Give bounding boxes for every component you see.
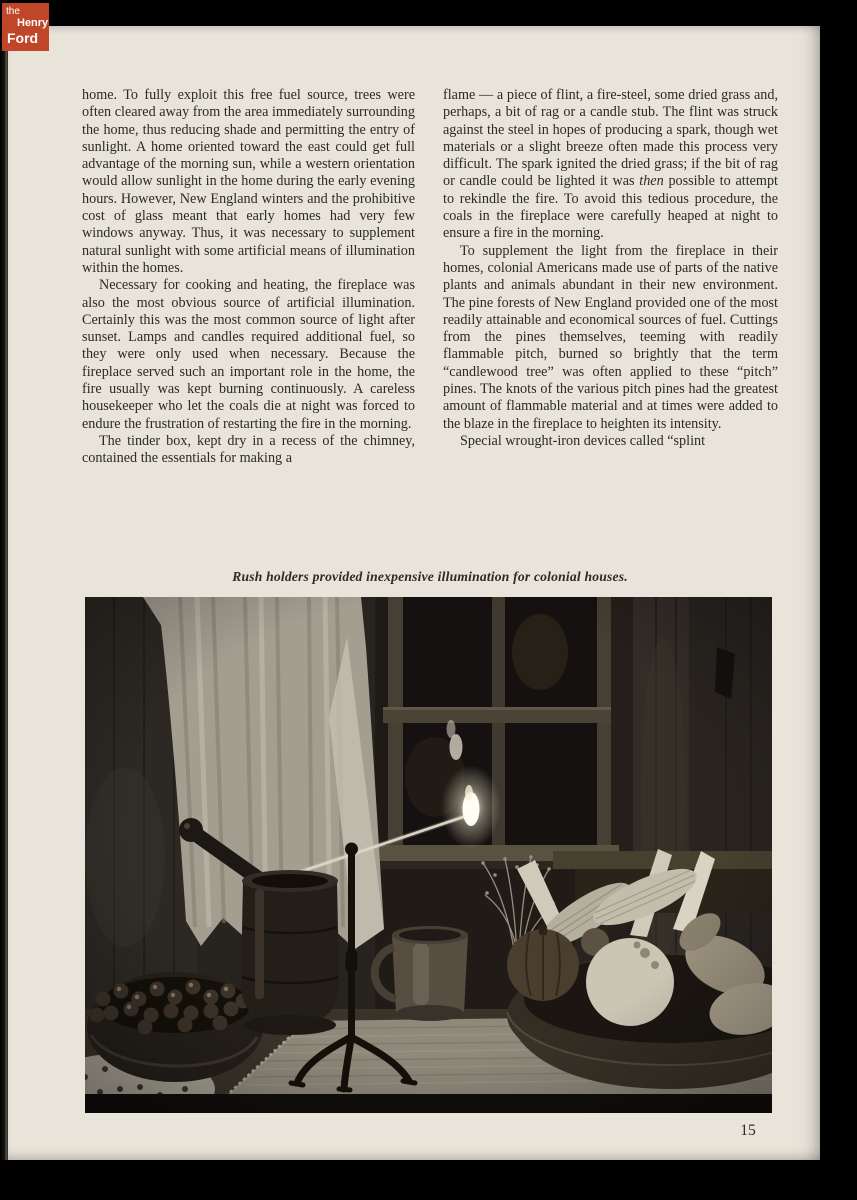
photo-vignette: [85, 597, 772, 1113]
page-number: 15: [740, 1122, 756, 1139]
article-text: [82, 87, 778, 468]
paragraph: flame — a piece of flint, a fire-steel, some dried grass and, perhaps, a bit of rag or a candle stub. The flint was struck against the steel in hopes of producing a spark, though wet materials or a slight breeze often made this process very difficult. The spark ignited the dried grass; if the bit of rag or candle could be lighted it was then possible to attempt to rekindle the fire. To avoid this tedious procedure, the coals in the fireplace were carefully heaped at night to ensure a fire in the morning.: [443, 87, 778, 242]
logo-word-henry: Henry: [17, 17, 49, 29]
photo-illustration: [85, 597, 772, 1113]
photo-caption: Rush holders provided inexpensive illumination for colonial houses.: [232, 569, 628, 584]
paragraph: To supplement the light from the fireplace in their homes, colonial Americans made use of parts of the native plants and animals abundant in their new environment. The pine forests of New England provided one of the most readily attainable and economical sources of fuel. Cuttings from the pines themselves, teeming with readily flammable pitch, burned so brightly that the term “candlewood tree” was often applied to these “pitch” pines. The knots of the various pitch pines had the greatest amount of flammable material and at times were added to the blaze in the fireplace to heighten its intensity.: [443, 242, 778, 432]
paragraph: home. To fully exploit this free fuel source, trees were often cleared away from the area immediately surrounding the home, thus reducing shade and permitting the entry of sunlight. A home oriented toward the east could get full advantage of the morning sun, while a western orientation would allow sunlight in the home during the early evening hours. However, New England winters and the prohibitive cost of glass meant that early homes had very few windows anyway. Thus, it was necessary to supplement natural sunlight with some artificial means of illumination within the homes.: [82, 87, 415, 276]
book-gutter-edge: [0, 26, 8, 1160]
column-right: [443, 87, 778, 468]
scanned-page: [8, 26, 820, 1160]
logo-word-ford: Ford: [7, 30, 39, 46]
henry-ford-logo: [2, 3, 49, 51]
paragraph: Special wrought-iron devices called “splint: [460, 432, 706, 449]
photo: [85, 597, 772, 1113]
column-left: [82, 87, 415, 468]
paragraph: Necessary for cooking and heating, the fireplace was also the most obvious source of artificial illumination. Certainly this was the most common source of light after sunset. Lamps and candles required additional fuel, so they were only used when necessary. Because the fireplace served such an important role in the home, the fire usually was kept burning continuously. A careless housekeeper who let the coals die at night was forced to endure the frustration of restarting the fire in the morning.: [82, 277, 415, 432]
logo-word-the: the: [6, 6, 20, 17]
paragraph: The tinder box, kept dry in a recess of the chimney, contained the essentials for making a: [82, 432, 415, 467]
